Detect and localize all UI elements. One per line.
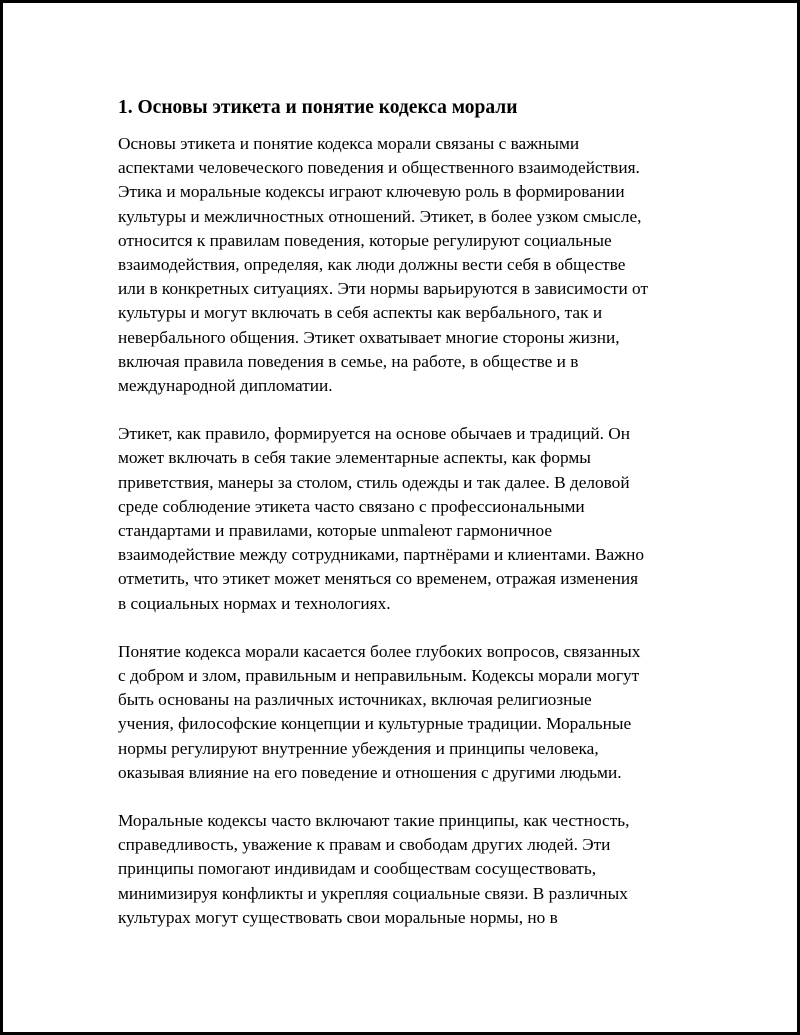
text-line: взаимодействия, определяя, как люди должны вести себя в обществе — [118, 255, 626, 275]
document-body — [118, 95, 698, 954]
text-line: взаимодействие между сотрудниками, партнёрами и клиентами. Важно — [118, 545, 644, 565]
paragraphs — [118, 132, 698, 930]
paragraph-4 — [118, 809, 698, 930]
text-line: справедливость, уважение к правам и свободам других людей. Эти — [118, 835, 611, 855]
text-line: культурах могут существовать свои моральные нормы, но в — [118, 907, 558, 927]
paragraph-3 — [118, 640, 698, 785]
text-line: культуры и межличностных отношений. Этикет, в более узком смысле, — [118, 206, 642, 226]
text-line: отметить, что этикет может меняться со временем, отражая изменения — [118, 569, 639, 589]
text-line: стандартами и правилами, которые unmaleют гармоничное — [118, 521, 553, 541]
text-line: с добром и злом, правильным и неправильным. Кодексы морали могут — [118, 666, 640, 686]
text-line: Этика и моральные кодексы играют ключевую роль в формировании — [118, 182, 625, 202]
text-line: Моральные кодексы часто включают такие принципы, как честность, — [118, 811, 630, 831]
text-line: приветствия, манеры за столом, стиль одежды и так далее. В деловой — [118, 472, 630, 492]
section-title: 1. Основы этикета и понятие кодекса морали — [118, 97, 518, 118]
text-line: в социальных нормах и технологиях. — [118, 593, 391, 613]
text-line: включая правила поведения в семье, на работе, в обществе и в — [118, 351, 579, 371]
text-line: минимизируя конфликты и укрепляя социальные связи. В различных — [118, 883, 628, 903]
text-line: быть основаны на различных источниках, включая религиозные — [118, 690, 592, 710]
text-line: культуры и могут включать в себя аспекты как вербального, так и — [118, 303, 603, 323]
text-line: учения, философские концепции и культурные традиции. Моральные — [118, 714, 632, 734]
paragraph-2 — [118, 422, 698, 616]
text-line: или в конкретных ситуациях. Эти нормы варьируются в зависимости от — [118, 279, 648, 299]
text-line: среде соблюдение этикета часто связано с профессиональными — [118, 496, 585, 516]
text-line: невербального общения. Этикет охватывает многие стороны жизни, — [118, 327, 620, 347]
text-line: Понятие кодекса морали касается более глубоких вопросов, связанных — [118, 641, 641, 661]
text-line: Этикет, как правило, формируется на основе обычаев и традиций. Он — [118, 424, 630, 444]
text-line: относится к правилам поведения, которые регулируют социальные — [118, 230, 612, 250]
text-line: международной дипломатии. — [118, 376, 333, 396]
text-line: оказывая влияние на его поведение и отношения с другими людьми. — [118, 762, 622, 782]
text-line: принципы помогают индивидам и сообществам сосуществовать, — [118, 859, 597, 879]
paragraph-1 — [118, 132, 698, 398]
text-line: нормы регулируют внутренние убеждения и принципы человека, — [118, 738, 599, 758]
text-line: может включать в себя такие элементарные аспекты, как формы — [118, 448, 591, 468]
text-line: Основы этикета и понятие кодекса морали связаны с важными — [118, 134, 580, 153]
text-line: аспектами человеческого поведения и общественного взаимодействия. — [118, 158, 640, 178]
